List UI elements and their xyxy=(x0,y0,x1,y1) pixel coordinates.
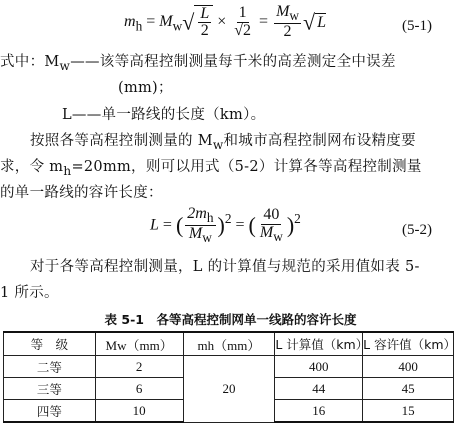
table-cell: 44 xyxy=(275,378,363,400)
table-cell: 2 xyxy=(95,356,183,378)
exponent: 2 xyxy=(224,211,232,227)
table-header-row xyxy=(4,332,454,356)
formula-5-1 xyxy=(124,4,326,41)
formula-symbol: L xyxy=(150,216,159,234)
header-cell: 等 级 xyxy=(4,332,96,356)
equals-sign: = xyxy=(146,13,156,31)
times-sign: × xyxy=(217,13,227,31)
table-cell: 6 xyxy=(95,378,183,400)
left-paren: ( xyxy=(248,212,256,238)
fraction-numerator: 1 xyxy=(238,4,247,22)
header-cell: L 容许值（km） xyxy=(363,332,454,356)
equals-sign: = xyxy=(235,216,245,234)
equation-number: (5-2) xyxy=(402,222,432,238)
sqrt-radicand xyxy=(194,5,213,41)
formula-subscript: h xyxy=(135,18,143,34)
sqrt-sign: √ xyxy=(182,9,195,35)
fraction: $\frac{2m_h}{M_w}$ xyxy=(187,205,214,246)
equals-sign: = xyxy=(259,13,269,31)
table-cell: 15 xyxy=(363,400,454,423)
fraction-numerator: L xyxy=(200,4,210,22)
fraction xyxy=(232,5,253,40)
equation-number: (5-1) xyxy=(402,18,432,34)
right-paren: ) xyxy=(286,212,295,238)
sqrt-radicand: L xyxy=(317,13,327,31)
table-cell: 400 xyxy=(275,356,363,378)
fraction xyxy=(198,6,211,41)
fraction: $\frac{40}{M_w}$ xyxy=(259,206,283,245)
formula-subscript: w xyxy=(289,8,300,24)
header-cell: mh（mm） xyxy=(183,332,275,356)
header-cell: L 计算值（km） xyxy=(275,332,363,356)
table-cell: 二等 xyxy=(4,356,96,378)
table-cell: 三等 xyxy=(4,378,96,400)
fraction-denominator: √2 xyxy=(234,21,252,39)
text-line: 求，令 $m_h=20mm$，则可以用式（5-2）计算各等高程控制测量 xyxy=(0,159,422,178)
table-title: 表 5-1 各等高程控制网单一线路的容许长度 xyxy=(104,312,357,327)
table-cell: 10 xyxy=(95,400,183,423)
spec-table xyxy=(3,331,457,423)
text-line: (mm)； xyxy=(118,80,173,96)
table-cell: 400 xyxy=(363,356,454,378)
sqrt-sign: √ xyxy=(303,9,316,35)
table-cell: 四等 xyxy=(4,400,96,423)
formula-symbol: M xyxy=(159,13,173,31)
fraction-denominator: 2 xyxy=(200,22,209,40)
formula-subscript: w xyxy=(172,18,183,34)
table-cell-merged: 20 xyxy=(183,356,275,423)
fraction xyxy=(274,4,301,41)
fraction-numerator: M xyxy=(276,3,290,20)
table-cell: 45 xyxy=(363,378,454,400)
formula-symbol: m xyxy=(124,13,136,31)
equals-sign: = xyxy=(162,216,172,234)
text-line: 按照各等高程控制测量的 $M_w$和城市高程控制网布设精度要 xyxy=(30,133,416,152)
table-cell: 16 xyxy=(275,400,363,423)
exponent: 2 xyxy=(294,211,301,227)
left-paren: ( xyxy=(175,212,184,238)
text-line: 式中：$M_w——$该等高程控制测量每千米的高差测定全中误差 xyxy=(0,54,396,73)
table-row xyxy=(4,356,454,378)
text-line: 对于各等高程控制测量，L 的计算值与规范的采用值如表 5- xyxy=(30,259,420,275)
formula-5-2 xyxy=(150,206,301,245)
text-line: 的单一路线的容许长度： xyxy=(0,185,163,201)
fraction-denominator: 2 xyxy=(283,23,292,41)
text-line: 1 所示。 xyxy=(0,285,59,301)
right-paren: ) xyxy=(217,212,225,238)
text-line: L——单一路线的长度（km）。 xyxy=(62,107,266,123)
header-cell: Mw（mm） xyxy=(95,332,183,356)
